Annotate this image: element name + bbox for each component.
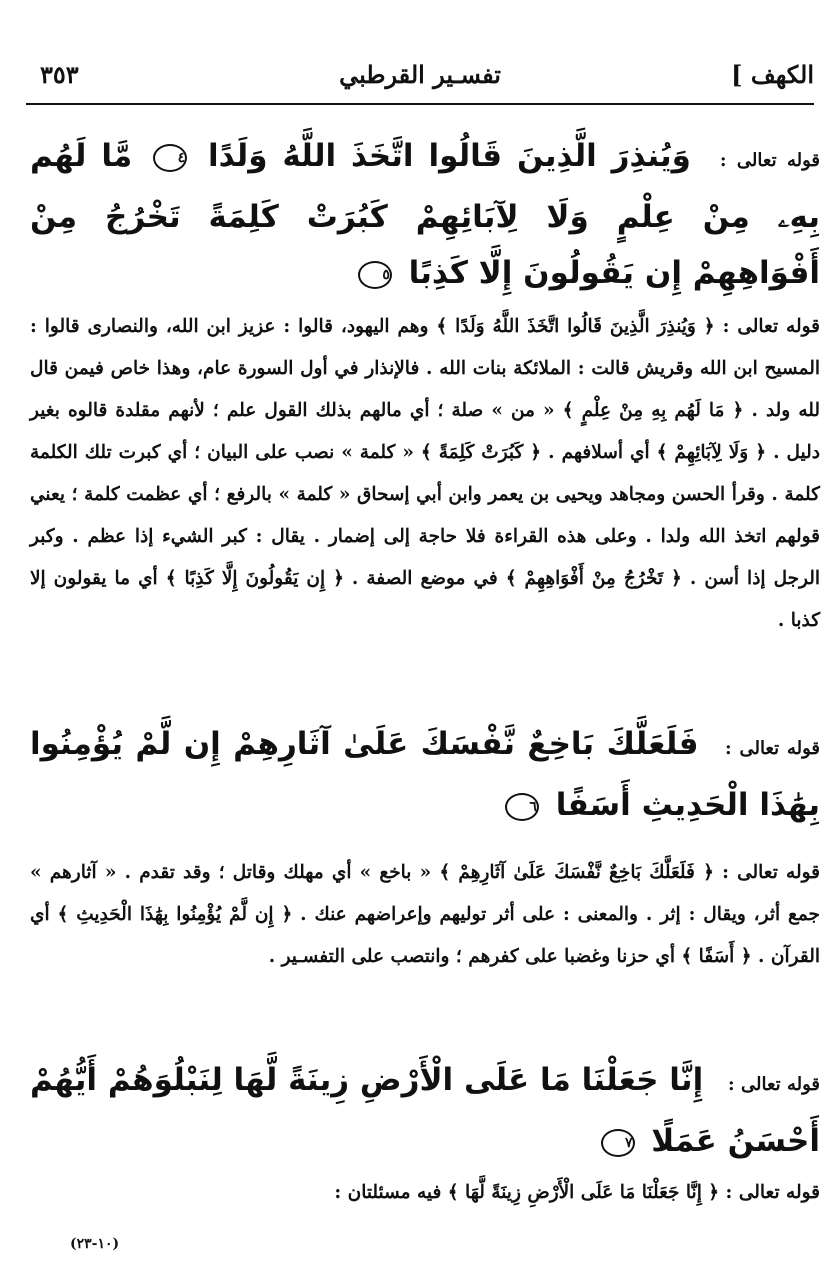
page-number: ٣٥٣ bbox=[40, 60, 79, 89]
ayah-number-mark: ٥ bbox=[358, 261, 392, 289]
verse-text-continued: مَّا لَهُم بِهِۦ مِنْ عِلْمٍ وَلَا لِآبَائِهِمْ كَبُرَتْ كَلِمَةً تَخْرُجُ مِنْ أَفْوَاهِهِمْ إِن يَقُولُونَ إِلَّا كَذِبًا bbox=[30, 138, 820, 291]
signature-mark: (١٠-٢٣) bbox=[70, 1236, 120, 1252]
verse-text: فَلَعَلَّكَ بَاخِعٌ نَّفْسَكَ عَلَىٰ آثَارِهِمْ إِن لَّمْ يُؤْمِنُوا بِهَٰذَا الْحَدِيثِ أَسَفًا bbox=[30, 726, 820, 823]
surah-name: الكهف ] bbox=[731, 60, 814, 89]
verse-block-1 bbox=[30, 128, 820, 301]
ayah-number-mark: ٧ bbox=[601, 1129, 635, 1157]
header-rule bbox=[26, 103, 814, 105]
tafsir-paragraph-1: قوله تعالى : ﴿ وَيُنذِرَ الَّذِينَ قَالُوا اتَّخَذَ اللَّهُ وَلَدًا ﴾ وهم اليهود، قالوا : عزيز ابن الله، والنصارى قالوا : المسيح ابن الله وقريش قالت : الملائكة بنات الله . فالإنذار في أول السورة عام، وهذا خاص فيمن قال لله ولد . ﴿ مَا لَهُم بِهِ مِنْ عِلْمٍ ﴾ « من » صلة ؛ أي مالهم بذلك القول علم ؛ لأنهم مقلدة قالوه بغير دليل . ﴿ وَلَا لِآبَائِهِمْ ﴾ أي أسلافهم . ﴿ كَبُرَتْ كَلِمَةً ﴾ « كلمة » نصب على البيان ؛ أي كبرت تلك الكلمة كلمة . وقرأ الحسن ومجاهد ويحيى بن يعمر وابن أبي إسحاق « كلمة » بالرفع ؛ أي عظمت كلمة ؛ يعني قولهم اتخذ الله ولدا . وعلى هذه القراءة فلا حاجة إلى إضمار . يقال : كبر الشيء إذا عظم . وكبر الرجل إذا أسن . ﴿ تَخْرُجُ مِنْ أَفْوَاهِهِمْ ﴾ في موضع الصفة . ﴿ إِن يَقُولُونَ إِلَّا كَذِبًا ﴾ أي ما يقولون إلا كذبا . bbox=[30, 316, 820, 631]
ayah-number-mark: ٦ bbox=[505, 793, 539, 821]
book-title: تفسـير القرطبي bbox=[339, 60, 501, 89]
verse-intro: قوله تعالى : bbox=[719, 150, 821, 171]
ayah-number-mark: ٤ bbox=[153, 144, 187, 172]
running-header bbox=[26, 60, 814, 100]
tafsir-paragraph-3: قوله تعالى : ﴿ إِنَّا جَعَلْنَا مَا عَلَى الْأَرْضِ زِينَةً لَّهَا ﴾ فيه مسئلتان : bbox=[334, 1182, 820, 1203]
verse-intro: قوله تعالى : bbox=[728, 1074, 821, 1095]
tafsir-paragraph-2: قوله تعالى : ﴿ فَلَعَلَّكَ بَاخِعٌ نَّفْسَكَ عَلَىٰ آثَارِهِمْ ﴾ « باخع » أي مهلك وقاتل ؛ وقد تقدم . « آثارهم » جمع أثر، ويقال : إثر . والمعنى : على أثر توليهم وإعراضهم عنك . ﴿ إِن لَّمْ يُؤْمِنُوا بِهَٰذَا الْحَدِيثِ ﴾ أي القرآن . ﴿ أَسَفًا ﴾ أي حزنا وغضبا على كفرهم ؛ وانتصب على التفسـير . bbox=[30, 862, 820, 967]
verse-text: وَيُنذِرَ الَّذِينَ قَالُوا اتَّخَذَ اللَّهُ وَلَدًا bbox=[208, 138, 691, 174]
verse-text: إِنَّا جَعَلْنَا مَا عَلَى الْأَرْضِ زِينَةً لَّهَا لِنَبْلُوَهُمْ أَيُّهُمْ أَحْسَنُ عَمَلًا bbox=[30, 1062, 820, 1159]
verse-block-2 bbox=[30, 716, 820, 833]
verse-block-3 bbox=[30, 1052, 820, 1169]
verse-intro: قوله تعالى : bbox=[724, 738, 821, 759]
